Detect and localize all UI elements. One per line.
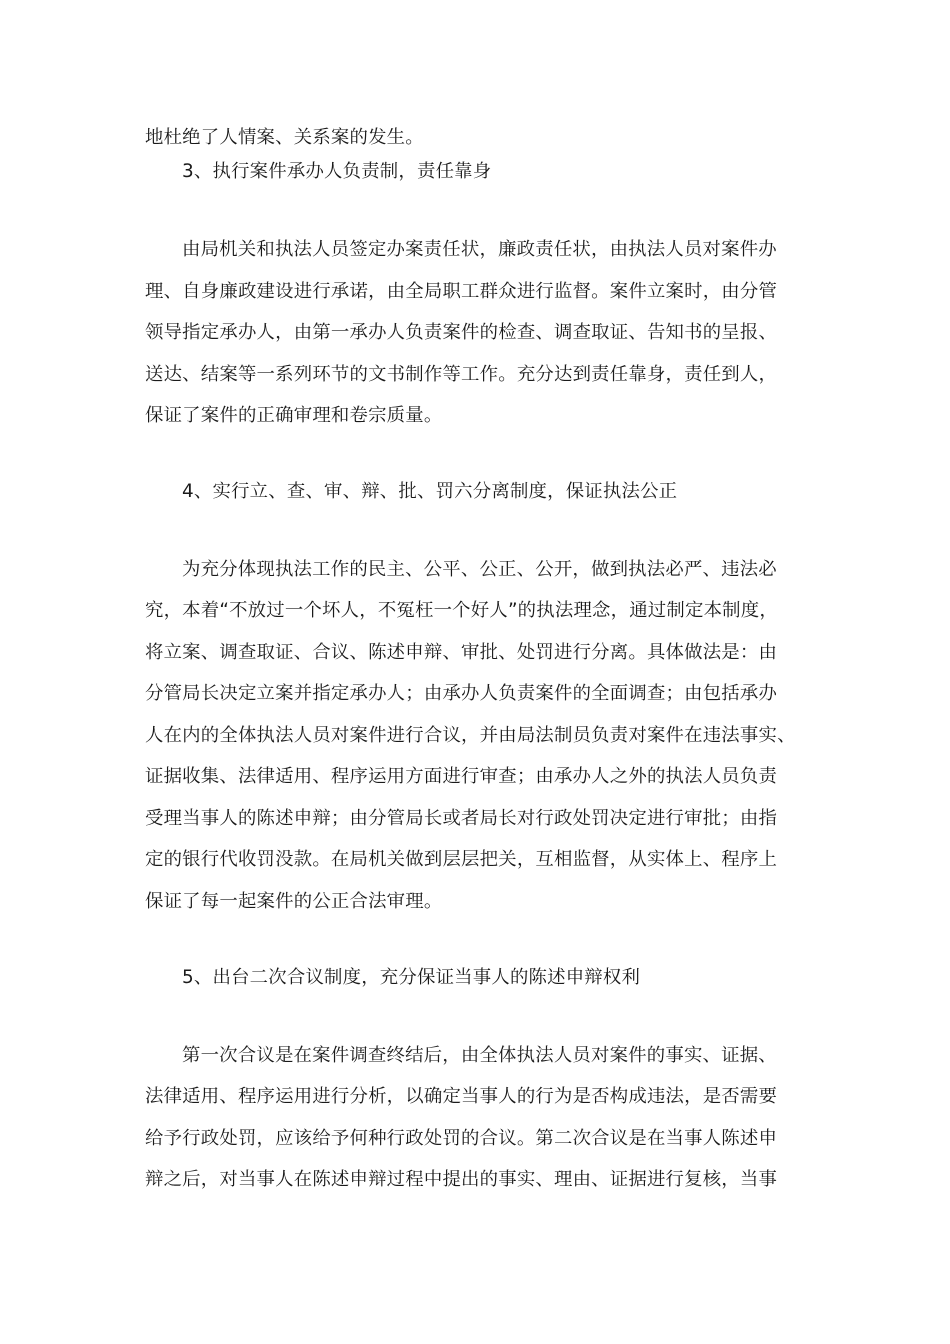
paragraph-line: 为充分体现执法工作的民主、公平、公正、公开，做到执法必严、违法必: [182, 559, 777, 580]
paragraph-line: 送达、结案等一系列环节的文书制作等工作。充分达到责任靠身，责任到人，: [145, 364, 778, 385]
paragraph-line: 受理当事人的陈述申辩；由分管局长或者局长对行政处罚决定进行审批；由指: [145, 808, 778, 829]
paragraph-line: 分管局长决定立案并指定承办人；由承办人负责案件的全面调查；由包括承办: [145, 683, 778, 704]
paragraph-line: 由局机关和执法人员签定办案责任状，廉政责任状，由执法人员对案件办: [182, 239, 777, 260]
paragraph-line: 第一次合议是在案件调查终结后，由全体执法人员对案件的事实、证据、: [182, 1045, 777, 1066]
paragraph-line: 证据收集、法律适用、程序运用方面进行审查；由承办人之外的执法人员负责: [145, 766, 778, 787]
paragraph-line: 定的银行代收罚没款。在局机关做到层层把关，互相监督，从实体上、程序上: [145, 849, 778, 870]
paragraph-line: 给予行政处罚，应该给予何种行政处罚的合议。第二次合议是在当事人陈述申: [145, 1128, 778, 1149]
paragraph-line: 领导指定承办人，由第一承办人负责案件的检查、调查取证、告知书的呈报、: [145, 322, 778, 343]
paragraph-line: 法律适用、程序运用进行分析，以确定当事人的行为是否构成违法，是否需要: [145, 1086, 778, 1107]
paragraph-line: 辩之后，对当事人在陈述申辩过程中提出的事实、理由、证据进行复核，当事: [145, 1169, 778, 1190]
section-heading-3: 3、执行案件承办人负责制，责任靠身: [182, 161, 492, 182]
section-heading-4: 4、实行立、查、审、辩、批、罚六分离制度，保证执法公正: [182, 481, 678, 502]
paragraph-line: 理、自身廉政建设进行承诺，由全局职工群众进行监督。案件立案时，由分管: [145, 281, 778, 302]
paragraph-line: 将立案、调查取证、合议、陈述申辩、审批、处罚进行分离。具体做法是：由: [145, 642, 778, 663]
paragraph-line: 地杜绝了人情案、关系案的发生。: [145, 127, 424, 148]
section-heading-5: 5、出台二次合议制度，充分保证当事人的陈述申辩权利: [182, 967, 641, 988]
paragraph-line: 保证了案件的正确审理和卷宗质量。: [145, 405, 443, 426]
paragraph-line: 保证了每一起案件的公正合法审理。: [145, 891, 443, 912]
paragraph-line: 人在内的全体执法人员对案件进行合议，并由局法制员负责对案件在违法事实、: [145, 725, 796, 746]
paragraph-line: 究，本着“不放过一个坏人，不冤枉一个好人”的执法理念，通过制定本制度，: [145, 600, 778, 621]
